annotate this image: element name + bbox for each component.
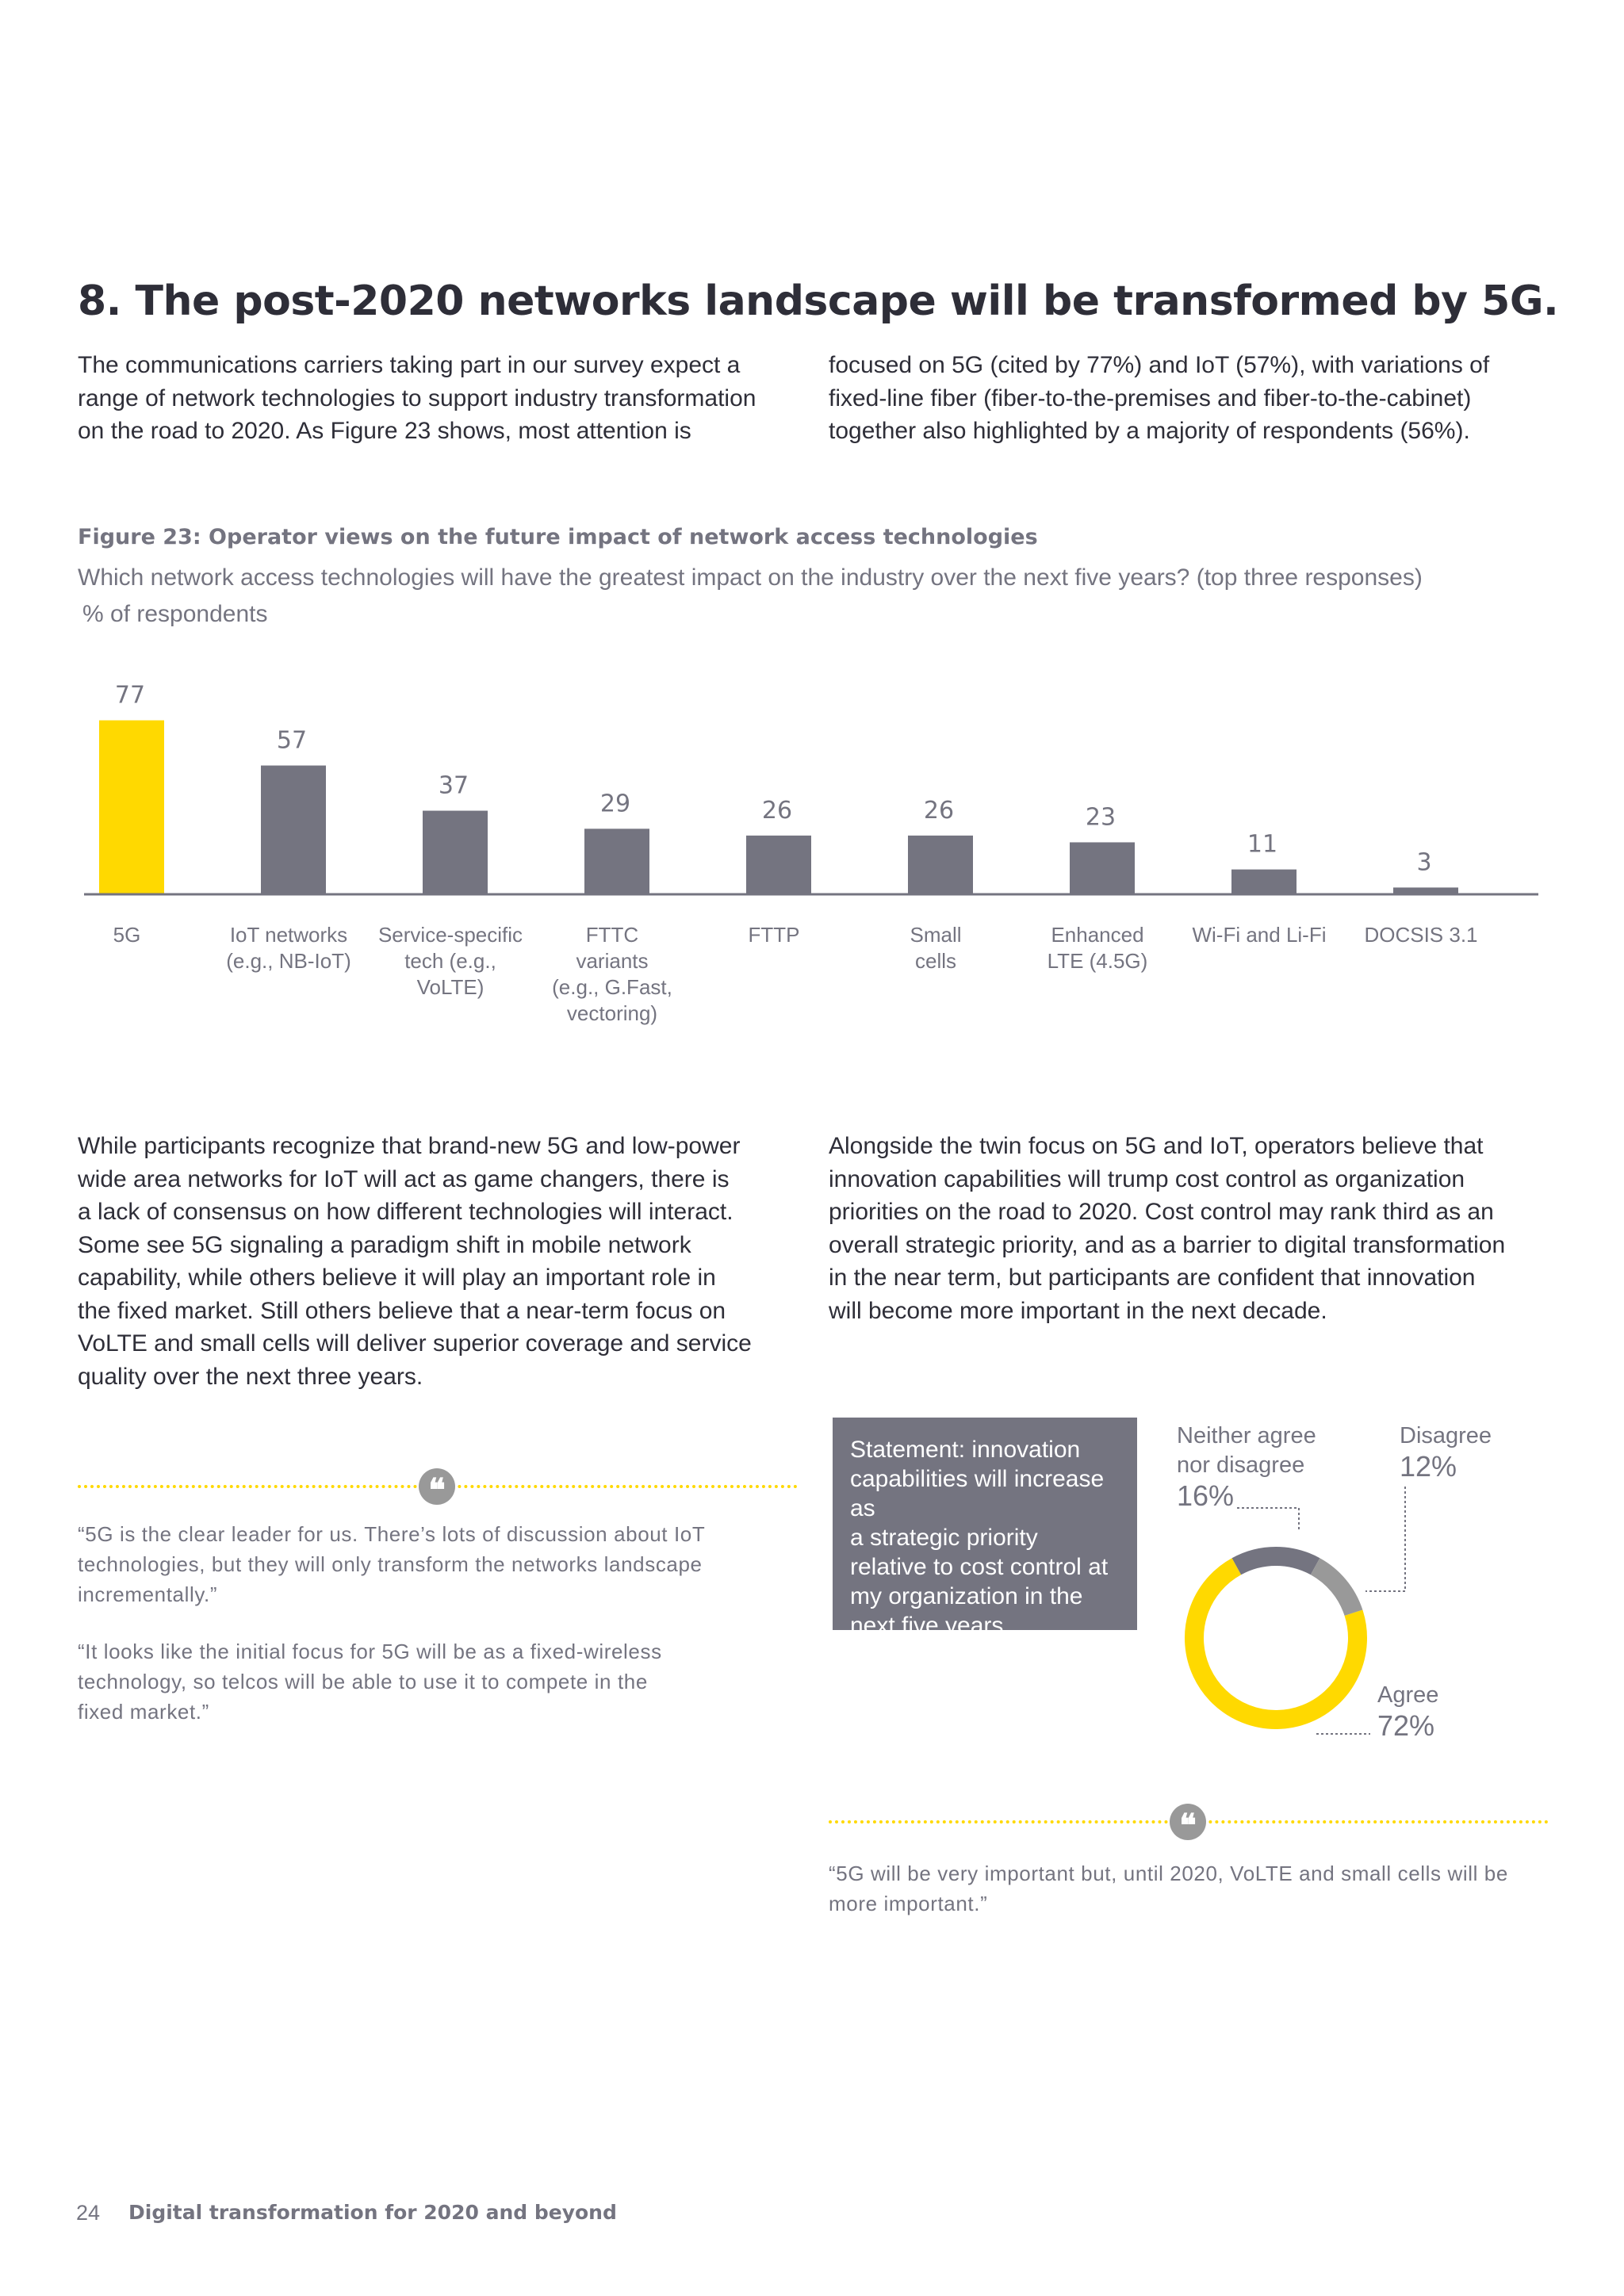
category-label: FTTC variants (e.g., G.Fast, vectoring) bbox=[552, 923, 672, 1025]
category-label: Service-specific tech (e.g., VoLTE) bbox=[377, 923, 523, 999]
donut-pct-disagree: 12% bbox=[1400, 1450, 1457, 1483]
donut-pct-neither: 16% bbox=[1177, 1479, 1235, 1512]
body-column-2 bbox=[829, 1130, 1590, 1327]
body-line: innovation capabilities will trump cost control as organization bbox=[829, 1165, 1465, 1192]
intro-line: focused on 5G (cited by 77%) and IoT (57%), with variations of bbox=[829, 352, 1490, 378]
quote-icon: ❝ bbox=[1170, 1804, 1206, 1840]
body-line: capability, while others believe it will play an important role in bbox=[78, 1265, 716, 1291]
body-line: the fixed market. Still others believe that a near-term focus on bbox=[78, 1297, 726, 1324]
intro-line: range of network technologies to support industry transformation bbox=[78, 385, 756, 411]
body-line: in the near term, but participants are confident that innovation bbox=[829, 1265, 1476, 1291]
donut-label-text: Neither agree bbox=[1177, 1423, 1316, 1448]
quote-line: technologies, but they will only transform the networks landscape bbox=[78, 1552, 703, 1576]
bar bbox=[908, 836, 973, 894]
value-label: 29 bbox=[599, 790, 631, 818]
statement-line: relative to cost control at bbox=[850, 1554, 1109, 1580]
donut-label-text: Disagree bbox=[1400, 1423, 1492, 1448]
body-line: Some see 5G signaling a paradigm shift in mobile network bbox=[78, 1231, 691, 1258]
page-number: 24 bbox=[76, 2201, 101, 2225]
statement-line: next five years. bbox=[850, 1613, 1010, 1639]
quote-block-3 bbox=[829, 1858, 1590, 1919]
quote-icon: ❝ bbox=[419, 1468, 455, 1505]
statement-line: a strategic priority bbox=[850, 1525, 1038, 1551]
body-line: priorities on the road to 2020. Cost control may rank third as an bbox=[829, 1199, 1494, 1225]
donut-label-agree bbox=[1377, 1681, 1438, 1742]
bar bbox=[99, 721, 164, 894]
bar bbox=[1070, 842, 1135, 894]
donut-pct-agree: 72% bbox=[1377, 1709, 1435, 1742]
body-line: VoLTE and small cells will deliver superior coverage and service bbox=[78, 1330, 752, 1357]
category-label: Wi-Fi and Li-Fi bbox=[1192, 923, 1327, 947]
donut-label-neither bbox=[1177, 1422, 1316, 1512]
category-label: IoT networks (e.g., NB-IoT) bbox=[226, 923, 351, 973]
body-line: overall strategic priority, and as a barrier to digital transformation bbox=[829, 1231, 1506, 1258]
category-label: DOCSIS 3.1 bbox=[1364, 923, 1478, 947]
value-label: 57 bbox=[276, 726, 308, 755]
intro-column-2 bbox=[829, 349, 1590, 448]
bar bbox=[584, 828, 649, 894]
category-label: Small cells bbox=[910, 923, 962, 973]
intro-column-1 bbox=[78, 349, 807, 448]
leader-line-disagree bbox=[1365, 1487, 1405, 1591]
value-label: 3 bbox=[1416, 848, 1432, 877]
bar bbox=[746, 836, 811, 894]
quote-line: “It looks like the initial focus for 5G will be as a fixed-wireless bbox=[78, 1640, 662, 1663]
quote-line: incrementally.” bbox=[78, 1582, 218, 1606]
value-label: 37 bbox=[438, 771, 469, 800]
quote-block-1 bbox=[78, 1519, 807, 1609]
body-line: While participants recognize that brand-new 5G and low-power bbox=[78, 1133, 741, 1159]
value-label: 23 bbox=[1085, 803, 1116, 832]
statement-box bbox=[833, 1418, 1137, 1639]
body-line: will become more important in the next decade. bbox=[829, 1297, 1327, 1324]
body-line: Alongside the twin focus on 5G and IoT, operators believe that bbox=[829, 1133, 1484, 1159]
bar bbox=[261, 766, 326, 894]
donut-label-text: Agree bbox=[1377, 1682, 1439, 1708]
body-line: wide area networks for IoT will act as game changers, there is bbox=[78, 1165, 730, 1192]
figure-title: Figure 23: Operator views on the future impact of network access technologies bbox=[78, 525, 1038, 549]
statement-line: Statement: innovation bbox=[850, 1437, 1081, 1463]
category-label: FTTP bbox=[748, 923, 800, 947]
category-label: Enhanced LTE (4.5G) bbox=[1047, 923, 1148, 973]
donut-label-disagree bbox=[1400, 1422, 1492, 1483]
quote-line: fixed market.” bbox=[78, 1700, 209, 1724]
value-label: 26 bbox=[761, 796, 793, 825]
statement-line: capabilities will increase as bbox=[850, 1466, 1105, 1521]
statement-line: my organization in the bbox=[850, 1583, 1083, 1609]
value-label: 11 bbox=[1247, 830, 1278, 859]
bar-chart bbox=[0, 666, 1624, 1039]
body-line: quality over the next three years. bbox=[78, 1363, 423, 1390]
category-label: 5G bbox=[113, 923, 141, 947]
figure-unit: % of respondents bbox=[82, 601, 268, 627]
body-line: a lack of consensus on how different technologies will interact. bbox=[78, 1199, 733, 1225]
footer-title: Digital transformation for 2020 and beyond bbox=[128, 2201, 617, 2224]
quote-line: more important.” bbox=[829, 1892, 988, 1915]
quote-line: technology, so telcos will be able to use it to compete in the bbox=[78, 1670, 648, 1693]
intro-line: The communications carriers taking part in our survey expect a bbox=[78, 352, 741, 378]
intro-line: together also highlighted by a majority of respondents (56%). bbox=[829, 418, 1470, 444]
value-label: 77 bbox=[114, 681, 146, 710]
quote-line: “5G will be very important but, until 2020, VoLTE and small cells will be bbox=[829, 1862, 1508, 1885]
donut-label-text: nor disagree bbox=[1177, 1452, 1305, 1478]
quote-block-2 bbox=[78, 1636, 807, 1727]
bar bbox=[423, 811, 488, 894]
quote-line: “5G is the clear leader for us. There’s lots of discussion about IoT bbox=[78, 1522, 706, 1546]
figure-subtitle: Which network access technologies will have the greatest impact on the industry over the next five years? (top three responses) bbox=[78, 564, 1423, 591]
bar bbox=[1231, 870, 1297, 894]
section-heading: 8. The post-2020 networks landscape will be transformed by 5G. bbox=[78, 277, 1559, 325]
body-column-1 bbox=[78, 1130, 815, 1393]
intro-line: fixed-line fiber (fiber-to-the-premises and fiber-to-the-cabinet) bbox=[829, 385, 1472, 411]
value-label: 26 bbox=[923, 796, 955, 825]
intro-line: on the road to 2020. As Figure 23 shows, most attention is bbox=[78, 418, 691, 444]
